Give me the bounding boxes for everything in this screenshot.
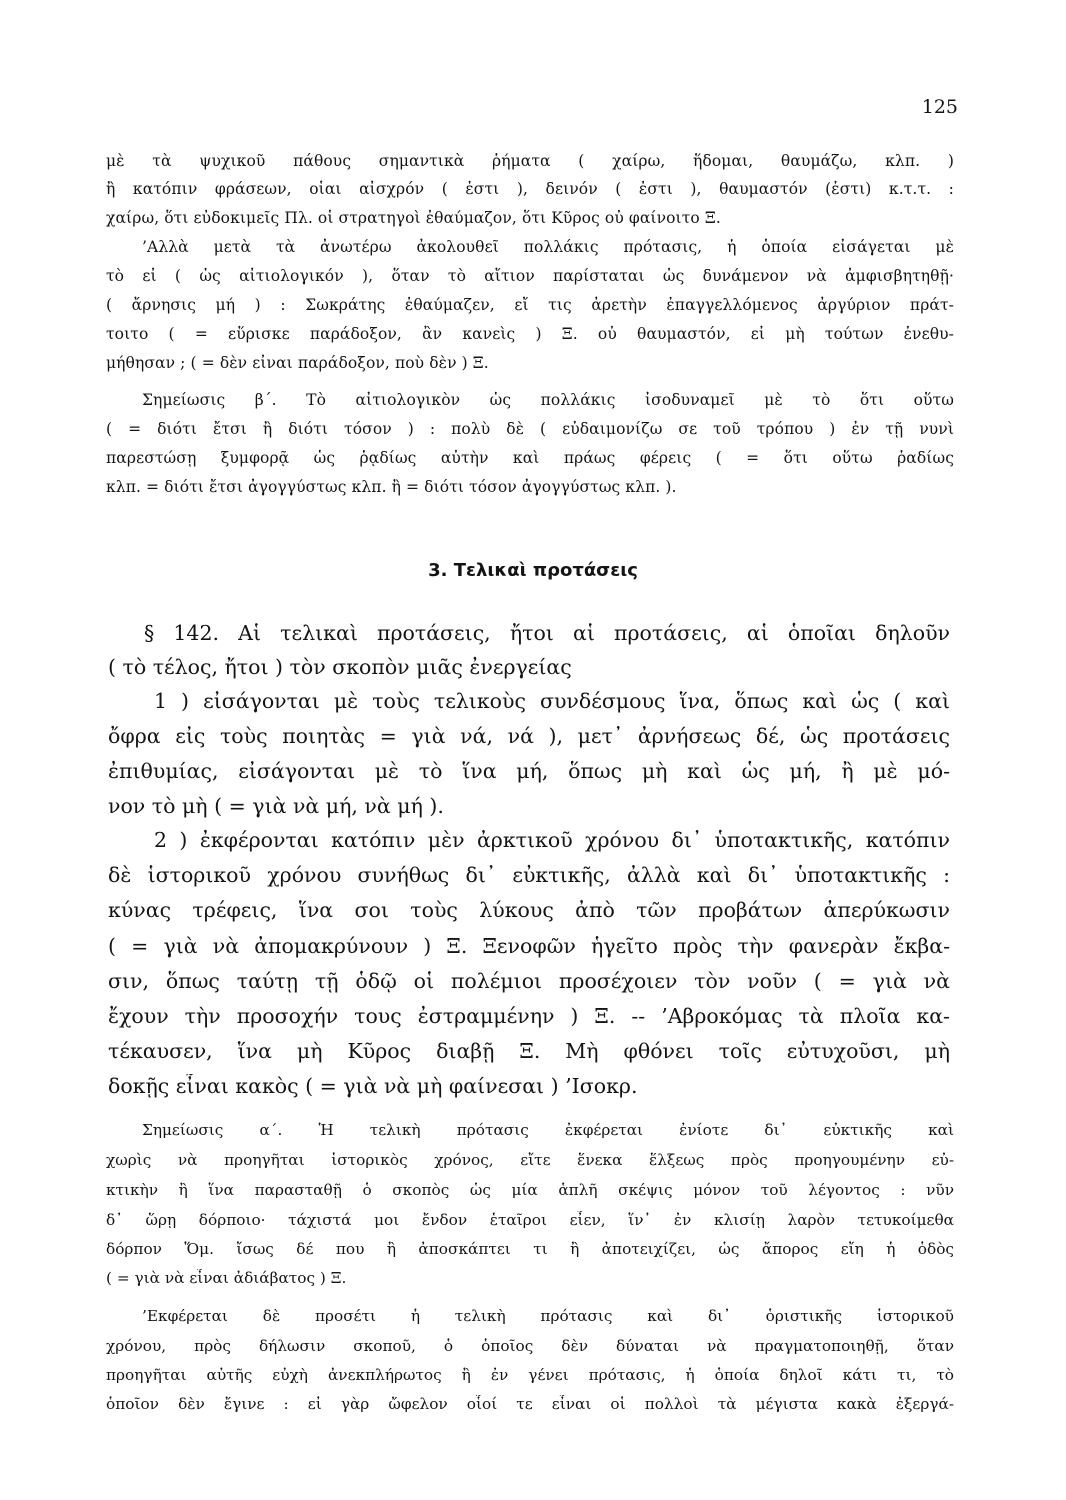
text-line: χαίρω, ὅτι εὐδοκιμεῖς Πλ. οἱ στρατηγοὶ ἐθαύμαζον, ὅτι Κῦρος οὐ φαίνοιτο Ξ. (106, 209, 721, 227)
text-line: σιν, ὅπως ταύτῃ τῇ ὁδῷ οἱ πολέμιοι προσέχοιεν τὸν νοῦν ( = γιὰ νὰ (108, 969, 950, 993)
text-line: δὲ ἱστορικοῦ χρόνου συνήθως δι᾽ εὐκτικῆς, ἀλλὰ καὶ δι᾽ ὑποτακτικῆς : (108, 863, 950, 887)
text-line: νον τὸ μὴ ( = γιὰ νὰ μή, νὰ μή ). (108, 794, 444, 818)
text-line: ( = γιὰ νὰ ἀπομακρύνουν ) Ξ. Ξενοφῶν ἡγεῖτο πρὸς τὴν φανερὰν ἔκβα- (108, 934, 950, 958)
text-line: ’Εκφέρεται δὲ προσέτι ἡ τελικὴ πρότασις καὶ δι᾽ ὁριστικῆς ἱστορικοῦ (142, 1307, 954, 1325)
text-line: κλπ. = διότι ἔτσι ἀγογγύστως κλπ. ἢ = διότι τόσον ἀγογγύστως κλπ. ). (106, 478, 677, 496)
text-line: τὸ εἰ ( ὡς αἰτιολογικόν ), ὅταν τὸ αἴτιον παρίσταται ὡς δυνάμενον νὰ ἀμφισβητηθῇ· (106, 267, 954, 285)
text-line: χωρὶς νὰ προηγῆται ἱστορικὸς χρόνος, εἴτε ἕνεκα ἕλξεως πρὸς προηγουμένην εὐ- (106, 1151, 954, 1169)
text-line: ἐπιθυμίας, εἰσάγονται μὲ τὸ ἵνα μή, ὅπως μὴ καὶ ὡς μή, ἢ μὲ μό- (108, 759, 950, 783)
text-line: παρεστώσῃ ξυμφορᾷ ὡς ῥᾳδίως αὐτὴν καὶ πράως φέρεις ( = ὅτι οὕτω ῥαδίως (106, 449, 954, 467)
text-line: δ᾽ ὥρῃ δόρποιο· τάχιστά μοι ἔνδον ἑταῖροι εἶεν, ἵν᾽ ἐν κλισίῃ λαρὸν τετυκοίμεθα (106, 1211, 954, 1229)
text-line: ( = γιὰ νὰ εἶναι ἀδιάβατος ) Ξ. (106, 1269, 347, 1287)
text-line: ’Αλλὰ μετὰ τὰ ἀνωτέρω ἀκολουθεῖ πολλάκις πρότασις, ἡ ὁποία εἰσάγεται μὲ (142, 238, 954, 256)
text-line: ἔχουν τὴν προσοχήν τους ἐστραμμένην ) Ξ. -- ’Αβροκόμας τὰ πλοῖα κα- (108, 1004, 950, 1028)
section-heading: 3. Τελικαὶ προτάσεις (428, 560, 638, 581)
text-line: ἢ κατόπιν φράσεων, οἷαι αἰσχρόν ( ἐστι ), δεινόν ( ἐστι ), θαυμαστόν (ἐστι) κ.τ.τ. : (106, 180, 954, 198)
text-line: ὁποῖον δὲν ἔγινε : εἰ γὰρ ὤφελον οἷοί τε εἶναι οἱ πολλοὶ τὰ μέγιστα κακὰ ἐξεργά- (106, 1395, 954, 1413)
text-line: Σημείωσις β΄. Τὸ αἰτιολογικὸν ὡς πολλάκις ἰσοδυναμεῖ μὲ τὸ ὅτι οὕτω (142, 391, 954, 409)
text-line: χρόνου, πρὸς δήλωσιν σκοποῦ, ὁ ὁποῖος δὲν δύναται νὰ πραγματοποιηθῇ, ὅταν (106, 1337, 954, 1355)
text-line: δόρπον Ὅμ. ἴσως δέ που ἢ ἀποσκάπτει τι ἢ ἀποτειχίζει, ὡς ἄπορος εἴη ἡ ὁδὸς (106, 1240, 954, 1258)
text-line: δοκῇς εἶναι κακὸς ( = γιὰ νὰ μὴ φαίνεσαι ) ’Ισοκρ. (108, 1074, 638, 1098)
text-line: κτικὴν ἢ ἵνα παρασταθῇ ὁ σκοπὸς ὡς μία ἁπλῆ σκέψις μόνον τοῦ λέγοντος : νῦν (106, 1181, 954, 1199)
text-line: κύνας τρέφεις, ἵνα σοι τοὺς λύκους ἀπὸ τῶν προβάτων ἀπερύκωσιν (108, 898, 950, 922)
text-line: 2 ) ἐκφέρονται κατόπιν μὲν ἀρκτικοῦ χρόνου δι᾽ ὑποτακτικῆς, κατόπιν (154, 828, 950, 852)
text-line: § 142. Αἱ τελικαὶ προτάσεις, ἤτοι αἱ προτάσεις, αἱ ὁποῖαι δηλοῦν (144, 621, 950, 645)
text-line: προηγῆται αὐτῆς εὐχὴ ἀνεκπλήρωτος ἢ ἐν γένει πρότασις, ἡ ὁποία δηλοῖ κάτι τι, τὸ (106, 1366, 954, 1384)
text-line: 1 ) εἰσάγονται μὲ τοὺς τελικοὺς συνδέσμους ἵνα, ὅπως καὶ ὡς ( καὶ (154, 689, 950, 713)
text-line: τέκαυσεν, ἵνα μὴ Κῦρος διαβῇ Ξ. Μὴ φθόνει τοῖς εὐτυχοῦσι, μὴ (108, 1039, 950, 1063)
text-line: ( ἄρνησις μή ) : Σωκράτης ἐθαύμαζεν, εἴ τις ἀρετὴν ἐπαγγελλόμενος ἀργύριον πράτ- (106, 296, 954, 314)
page-number: 125 (921, 96, 958, 118)
text-line: ( = διότι ἔτσι ἢ διότι τόσον ) : πολὺ δὲ ( εὐδαιμονίζω σε τοῦ τρόπου ) ἐν τῇ νυνὶ (106, 420, 954, 438)
text-line: μὲ τὰ ψυχικοῦ πάθους σημαντικὰ ῥήματα ( χαίρω, ἥδομαι, θαυμάζω, κλπ. ) (106, 152, 954, 170)
text-line: τοιτο ( = εὕρισκε παράδοξον, ἂν κανεὶς ) Ξ. οὐ θαυμαστόν, εἰ μὴ τούτων ἐνεθυ- (106, 325, 954, 343)
text-line: μήθησαν ; ( = δὲν εἶναι παράδοξον, ποὺ δὲν ) Ξ. (106, 354, 489, 372)
text-line: ( τὸ τέλος, ἤτοι ) τὸν σκοπὸν μιᾶς ἐνεργείας (108, 655, 572, 679)
text-line: ὄφρα εἰς τοὺς ποιητὰς = γιὰ νά, νά ), μετ᾽ ἀρνήσεως δέ, ὡς προτάσεις (108, 724, 950, 748)
text-line: Σημείωσις α΄. Ἡ τελικὴ πρότασις ἐκφέρεται ἐνίοτε δι᾽ εὐκτικῆς καὶ (142, 1121, 954, 1139)
